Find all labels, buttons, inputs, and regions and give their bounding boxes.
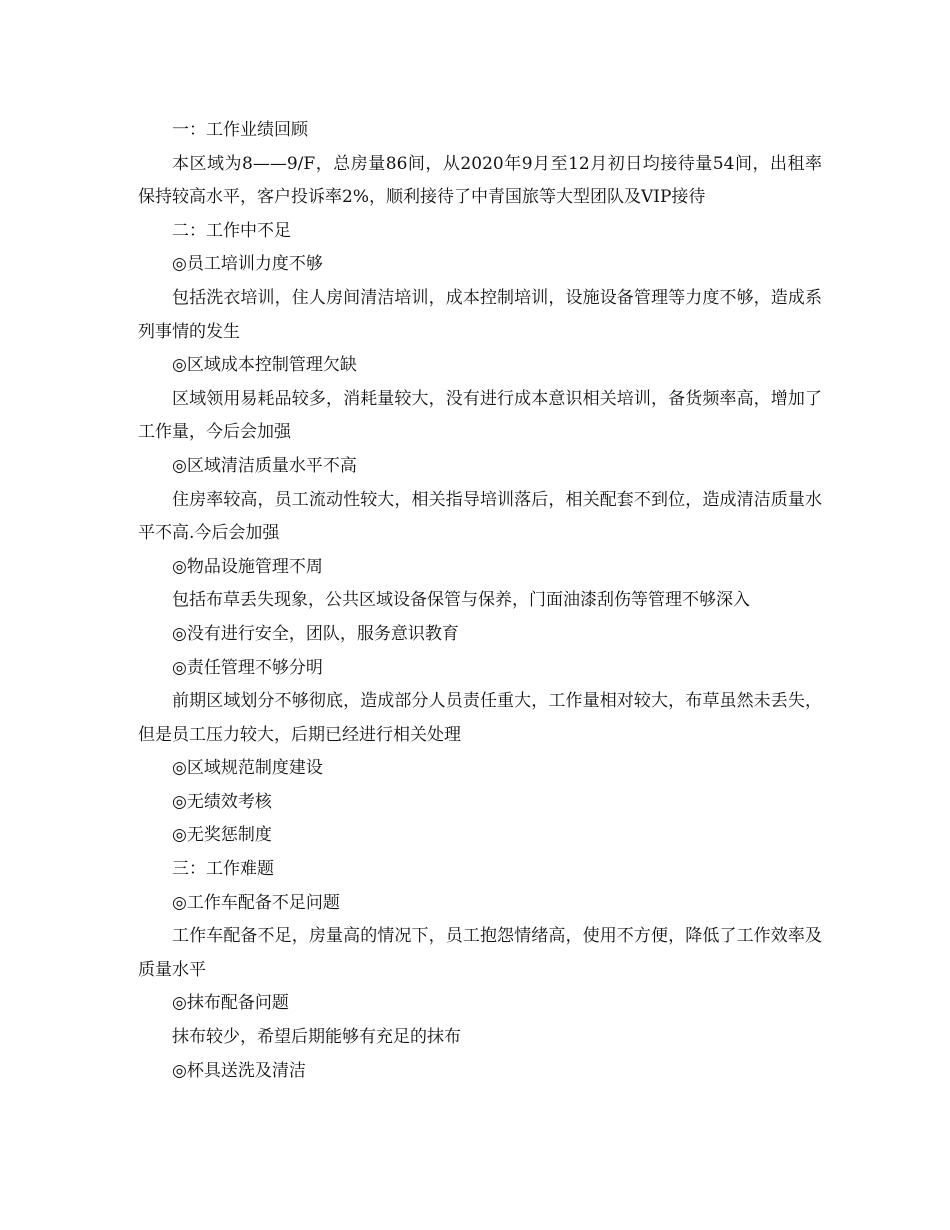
item-heading-cost-control: ◎区域成本控制管理欠缺 <box>172 355 357 376</box>
paragraph-staff-training: 包括洗衣培训，住人房间清洁培训，成本控制培训，设施设备管理等力度不够，造成系列事情的发生 <box>138 287 822 342</box>
section-heading-difficulties: 三：工作难题 <box>172 859 274 880</box>
paragraph-cleaning-cloth: 抹布较少，希望后期能够有充足的抹布 <box>172 1027 461 1048</box>
item-heading-staff-training: ◎员工培训力度不够 <box>172 254 323 275</box>
paragraph-work-cart: 工作车配备不足，房量高的情况下，员工抱怨情绪高，使用不方便，降低了工作效率及质量水平 <box>138 926 822 980</box>
paragraph-cleaning-quality: 住房率较高，员工流动性较大，相关指导培训落后，相关配套不到位，造成清洁质量水平不高.今后会加强 <box>138 489 822 544</box>
item-heading-regulations: ◎区域规范制度建设 <box>172 758 323 779</box>
item-heading-cups-cleaning: ◎杯具送洗及清洁 <box>172 1060 306 1081</box>
item-heading-safety-education: ◎没有进行安全，团队，服务意识教育 <box>172 623 459 644</box>
paragraph-achievements: 本区域为8——9/F，总房量86间，从2020年9月至12月初日均接待量54间，出租率保持较高水平，客户投诉率2%，顺利接待了中青国旅等大型团队及VIP接待 <box>138 153 822 208</box>
item-heading-responsibility: ◎责任管理不够分明 <box>172 657 323 678</box>
section-heading-achievements: 一：工作业绩回顾 <box>172 120 308 140</box>
item-heading-no-performance-review: ◎无绩效考核 <box>172 791 272 812</box>
item-heading-no-reward-system: ◎无奖惩制度 <box>172 825 272 846</box>
item-heading-cleaning-quality: ◎区域清洁质量水平不高 <box>172 455 357 476</box>
item-heading-work-cart: ◎工作车配备不足问题 <box>172 892 340 913</box>
paragraph-cost-control: 区域领用易耗品较多，消耗量较大，没有进行成本意识相关培训，备货频率高，增加了工作量，今后会加强 <box>138 388 822 443</box>
section-heading-shortcomings: 二：工作中不足 <box>172 220 291 241</box>
paragraph-responsibility: 前期区域划分不够彻底，造成部分人员责任重大，工作量相对较大，布草虽然未丢失，但是员工压力较大，后期已经进行相关处理 <box>138 691 822 745</box>
paragraph-facility-management: 包括布草丢失现象，公共区域设备保管与保养，门面油漆刮伤等管理不够深入 <box>172 590 750 611</box>
item-heading-cleaning-cloth: ◎抹布配备问题 <box>172 993 289 1014</box>
document-body <box>138 114 822 1088</box>
item-heading-facility-management: ◎物品设施管理不周 <box>172 556 323 577</box>
